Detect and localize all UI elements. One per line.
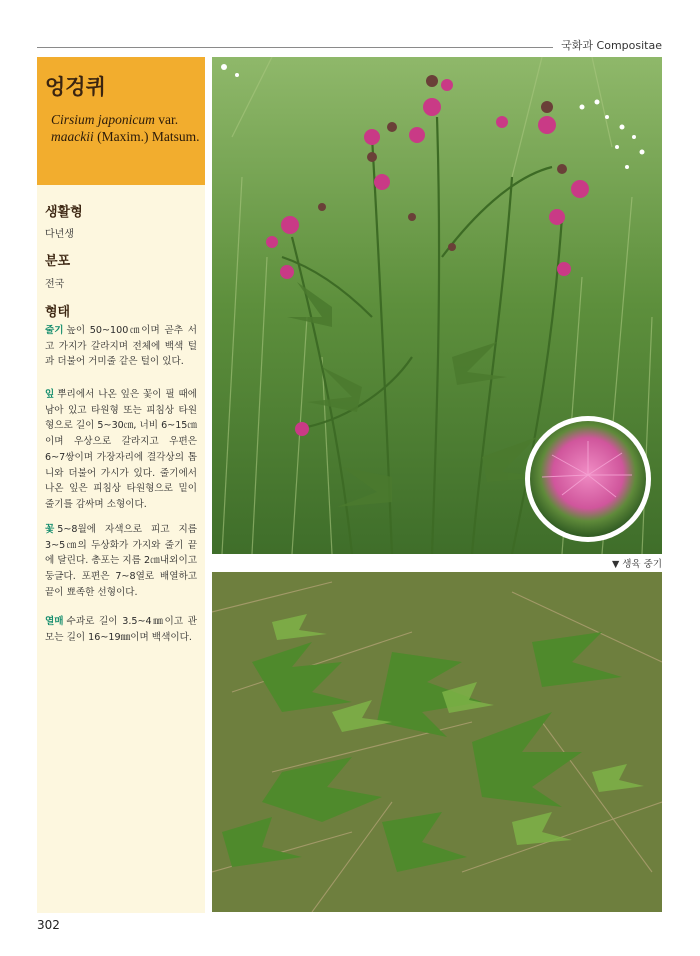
sci-author: (Maxim.) Matsum. — [97, 129, 200, 144]
flower-text: 5~8월에 자색으로 피고 지름 3~5㎝의 두상화가 가지와 줄기 끝에 달린다. 총포는 지름 2㎝내외이고 둥글다. 포편은 7~8열로 배열하고 끝이 뾰족한 선형이다. — [45, 524, 197, 598]
life-form-text: 다년생 — [45, 229, 74, 240]
title-box — [37, 57, 205, 185]
page-number: 302 — [37, 918, 60, 932]
sci-genus-species: Cirsium japonicum — [51, 112, 155, 127]
fruit-paragraph — [45, 614, 197, 645]
photo-caption: ▼ 생육 중기 — [611, 559, 662, 570]
family-label: 국화과 Compositae — [561, 39, 662, 52]
distribution-text: 전국 — [45, 279, 65, 290]
life-form-heading: 생활형 — [45, 205, 83, 220]
stem-text: 높이 50~100㎝이며 곧추 서고 가지가 갈라지며 전체에 백색 털과 더불어 거미줄 같은 털이 있다. — [45, 325, 197, 368]
term-stem: 줄기 — [45, 325, 64, 336]
leaf-text: 뿌리에서 나온 잎은 꽃이 필 때에 남아 있고 타원형 또는 피침상 타원형으로 길이 5~30㎝, 너비 6~15㎝이며 우상으로 갈라지고 우편은 6~7쌍이며 가장자리에 결각상의 톱니와 더불어 가시가 있다. 줄기에서 나온 잎은 피침상 타원형으로 밑이 줄기를 감싸며 소형이다. — [45, 389, 198, 510]
leaf-paragraph — [45, 387, 197, 513]
flower-paragraph — [45, 522, 197, 601]
morphology-heading: 형태 — [45, 305, 71, 320]
term-leaf: 잎 — [45, 389, 55, 400]
flowering-plant-photo — [212, 57, 662, 554]
sci-var: var. — [158, 112, 179, 127]
stem-paragraph — [45, 323, 197, 370]
sci-variety: maackii — [51, 129, 94, 144]
header-rule — [37, 47, 553, 48]
term-flower: 꽃 — [45, 524, 55, 535]
fruit-text: 수과로 길이 3.5~4㎜이고 관모는 길이 16~19㎜이며 백색이다. — [45, 616, 197, 643]
distribution-heading: 분포 — [45, 254, 71, 269]
term-fruit: 열매 — [45, 616, 64, 627]
scientific-name — [51, 111, 201, 145]
korean-name: 엉겅퀴 — [45, 75, 106, 99]
rosette-leaves-photo — [212, 572, 662, 912]
